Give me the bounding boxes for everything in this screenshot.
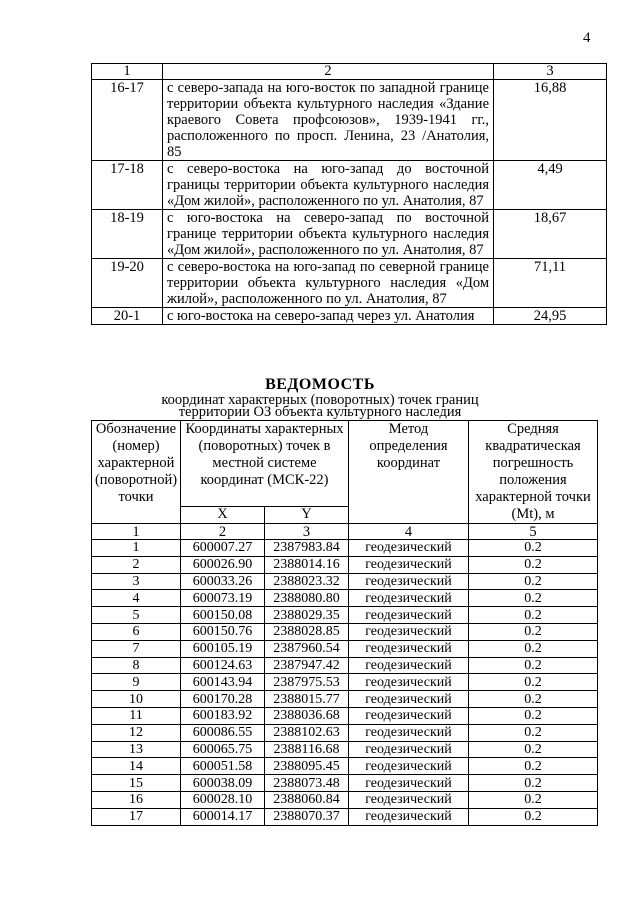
coord-y: 2387983.84: [265, 540, 349, 557]
mean-error: 0.2: [469, 707, 598, 724]
table-row: [92, 791, 598, 808]
coord-y: 2388116.68: [265, 741, 349, 758]
table-row: [92, 775, 598, 792]
coord-x: 600033.26: [181, 573, 265, 590]
segment-length: 24,95: [494, 308, 607, 325]
coord-x: 600105.19: [181, 640, 265, 657]
column-number: 4: [349, 524, 469, 540]
table-row: [92, 707, 598, 724]
coord-y: 2388073.48: [265, 775, 349, 792]
mean-error: 0.2: [469, 724, 598, 741]
segment-description: с северо-запада на юго-восток по западной границе территории объекта культурного наследия «Здание краевого Совета профсоюзов», 1939-1941 гг., расположенного по просп. Ленина, 23 /Анатолия, 85: [163, 80, 494, 161]
segment-length: 16,88: [494, 80, 607, 161]
coord-x: 600150.76: [181, 623, 265, 640]
column-number: 2: [163, 64, 494, 80]
mean-error: 0.2: [469, 791, 598, 808]
method: геодезический: [349, 758, 469, 775]
table-row: [92, 640, 598, 657]
method: геодезический: [349, 590, 469, 607]
segment-id: 18-19: [92, 210, 163, 259]
coord-x: 600124.63: [181, 657, 265, 674]
point-number: 4: [92, 590, 181, 607]
method: геодезический: [349, 741, 469, 758]
mean-error: 0.2: [469, 556, 598, 573]
column-number: 5: [469, 524, 598, 540]
coord-x: 600026.90: [181, 556, 265, 573]
segment-description: с северо-востока на юго-запад до восточной границы территории объекта культурного наследия «Дом жилой», расположенного по ул. Анатолия, 87: [163, 161, 494, 210]
coord-x: 600086.55: [181, 724, 265, 741]
segment-length: 18,67: [494, 210, 607, 259]
method: геодезический: [349, 691, 469, 708]
table-row: [92, 308, 607, 325]
mean-error: 0.2: [469, 691, 598, 708]
coord-x: 600007.27: [181, 540, 265, 557]
table-row: [92, 556, 598, 573]
coord-y: 2388029.35: [265, 607, 349, 624]
segment-length: 71,11: [494, 259, 607, 308]
column-numbers-row: [92, 524, 598, 540]
method: геодезический: [349, 640, 469, 657]
point-number: 7: [92, 640, 181, 657]
coord-x: 600028.10: [181, 791, 265, 808]
segment-id: 20-1: [92, 308, 163, 325]
table-row: [92, 540, 598, 557]
point-number: 10: [92, 691, 181, 708]
coord-y: 2388036.68: [265, 707, 349, 724]
point-id-header: Обозначение (номер) характерной (поворотной) точки: [92, 421, 181, 524]
segment-description: с юго-востока на северо-запад через ул. Анатолия: [163, 308, 494, 325]
column-number: 2: [181, 524, 265, 540]
y-header: Y: [265, 506, 349, 523]
point-number: 13: [92, 741, 181, 758]
coord-y: 2388014.16: [265, 556, 349, 573]
mean-error: 0.2: [469, 540, 598, 557]
coord-x: 600038.09: [181, 775, 265, 792]
mean-error: 0.2: [469, 808, 598, 825]
method: геодезический: [349, 623, 469, 640]
boundary-segments-table: [91, 63, 607, 325]
table-row: [92, 590, 598, 607]
coord-x: 600065.75: [181, 741, 265, 758]
segment-id: 19-20: [92, 259, 163, 308]
coord-y: 2388060.84: [265, 791, 349, 808]
x-header: X: [181, 506, 265, 523]
point-number: 11: [92, 707, 181, 724]
segment-length: 4,49: [494, 161, 607, 210]
mean-error: 0.2: [469, 741, 598, 758]
column-number: 1: [92, 524, 181, 540]
coord-y: 2388095.45: [265, 758, 349, 775]
segment-description: с северо-востока на юго-запад по северной границе территории объекта культурного наследия «Дом жилой», расположенного по ул. Анатолия, 87: [163, 259, 494, 308]
table-row: [92, 210, 607, 259]
table-row: [92, 623, 598, 640]
point-number: 3: [92, 573, 181, 590]
coord-y: 2387947.42: [265, 657, 349, 674]
coord-x: 600014.17: [181, 808, 265, 825]
point-number: 9: [92, 674, 181, 691]
table-row: [92, 724, 598, 741]
point-number: 1: [92, 540, 181, 557]
coord-x: 600170.28: [181, 691, 265, 708]
point-number: 12: [92, 724, 181, 741]
mean-error: 0.2: [469, 573, 598, 590]
method: геодезический: [349, 674, 469, 691]
method: геодезический: [349, 573, 469, 590]
mean-error: 0.2: [469, 758, 598, 775]
method: геодезический: [349, 657, 469, 674]
method: геодезический: [349, 540, 469, 557]
coordinates-header: Координаты характерных (поворотных) точек в местной системе координат (МСК-22): [181, 421, 349, 507]
segment-id: 16-17: [92, 80, 163, 161]
statement-subtitle: территории ОЗ объекта культурного наследия: [178, 404, 462, 420]
table-row: [92, 691, 598, 708]
table-header-row: [92, 64, 607, 80]
page-number: 4: [583, 30, 591, 46]
method: геодезический: [349, 775, 469, 792]
segment-id: 17-18: [92, 161, 163, 210]
segment-description: с юго-востока на северо-запад по восточной границе территории объекта культурного наследия «Дом жилой», расположенного по ул. Анатолия, 87: [163, 210, 494, 259]
method: геодезический: [349, 791, 469, 808]
mean-error: 0.2: [469, 607, 598, 624]
coord-y: 2388028.85: [265, 623, 349, 640]
coord-x: 600150.08: [181, 607, 265, 624]
coord-y: 2388070.37: [265, 808, 349, 825]
method: геодезический: [349, 808, 469, 825]
coord-y: 2388015.77: [265, 691, 349, 708]
point-number: 8: [92, 657, 181, 674]
point-number: 15: [92, 775, 181, 792]
coord-x: 600051.58: [181, 758, 265, 775]
mean-error: 0.2: [469, 623, 598, 640]
coord-y: 2388102.63: [265, 724, 349, 741]
mean-error: 0.2: [469, 657, 598, 674]
method: геодезический: [349, 556, 469, 573]
mean-error: 0.2: [469, 674, 598, 691]
coord-y: 2388080.80: [265, 590, 349, 607]
point-number: 6: [92, 623, 181, 640]
table-row: [92, 808, 598, 825]
coord-x: 600143.94: [181, 674, 265, 691]
mean-error: 0.2: [469, 775, 598, 792]
coord-y: 2387975.53: [265, 674, 349, 691]
method-header: Метод определения координат: [349, 421, 469, 524]
error-header: Средняя квадратическая погрешность положения характерной точки (Mt), м: [469, 421, 598, 524]
table-row: [92, 758, 598, 775]
method: геодезический: [349, 724, 469, 741]
statement-title: ВЕДОМОСТЬ: [265, 376, 375, 393]
point-number: 2: [92, 556, 181, 573]
coordinates-table: [91, 420, 598, 826]
method: геодезический: [349, 707, 469, 724]
mean-error: 0.2: [469, 590, 598, 607]
method: геодезический: [349, 607, 469, 624]
coord-y: 2388023.32: [265, 573, 349, 590]
column-number: 3: [494, 64, 607, 80]
table-row: [92, 657, 598, 674]
table-row: [92, 80, 607, 161]
table-row: [92, 674, 598, 691]
table-row: [92, 741, 598, 758]
coord-x: 600073.19: [181, 590, 265, 607]
statement-subtitle: координат характерных (поворотных) точек границ: [161, 392, 479, 408]
table-row: [92, 161, 607, 210]
table-row: [92, 607, 598, 624]
coord-x: 600183.92: [181, 707, 265, 724]
column-number: 1: [92, 64, 163, 80]
table-header-row: [92, 421, 598, 507]
point-number: 14: [92, 758, 181, 775]
point-number: 17: [92, 808, 181, 825]
column-number: 3: [265, 524, 349, 540]
mean-error: 0.2: [469, 640, 598, 657]
point-number: 16: [92, 791, 181, 808]
coord-y: 2387960.54: [265, 640, 349, 657]
table-row: [92, 259, 607, 308]
table-row: [92, 573, 598, 590]
point-number: 5: [92, 607, 181, 624]
